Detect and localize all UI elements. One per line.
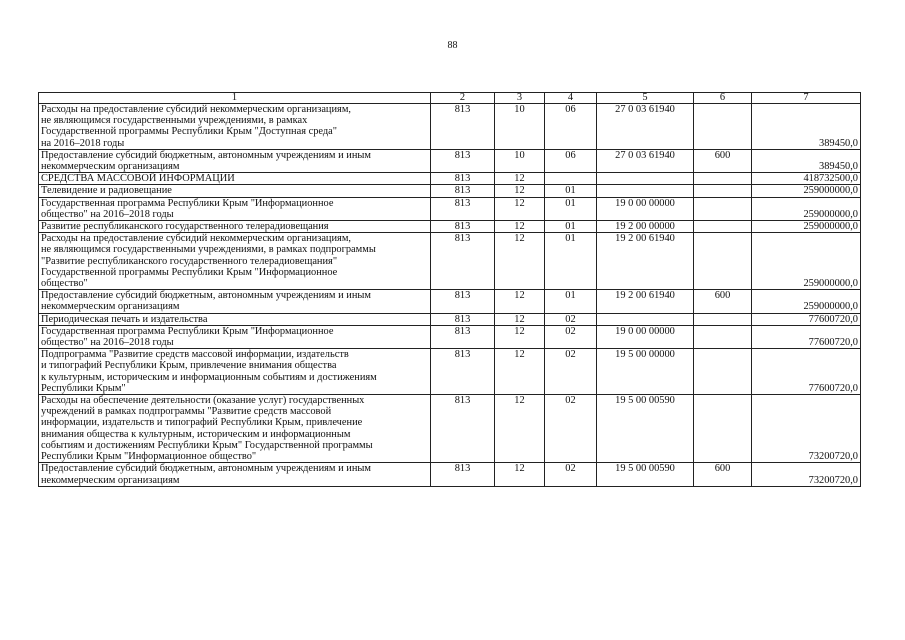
cell-name: Государственная программа Республики Крым "Информационное общество" на 2016–2018 годы: [39, 197, 431, 220]
cell-department-code: 813: [431, 221, 495, 233]
cell-section: 12: [495, 173, 545, 185]
cell-target-article: 19 2 00 00000: [597, 221, 694, 233]
table-row: [39, 173, 861, 185]
table-row: [39, 185, 861, 197]
table-row: [39, 290, 861, 313]
cell-name: Подпрограмма "Развитие средств массовой информации, издательств и типографий Республики Крым, привлечение внимания общества к культурным, историческим и информационным событиям и достижениям Республики Крым": [39, 349, 431, 395]
cell-expense-type: [694, 173, 752, 185]
cell-subsection: 01: [545, 290, 597, 313]
cell-amount: 77600720,0: [752, 349, 861, 395]
cell-subsection: 02: [545, 395, 597, 463]
table-row: [39, 233, 861, 290]
cell-section: 12: [495, 395, 545, 463]
column-header: 1: [39, 93, 431, 104]
table-row: [39, 325, 861, 348]
table-row: [39, 221, 861, 233]
cell-section: 12: [495, 463, 545, 486]
cell-expense-type: [694, 395, 752, 463]
table-header-row: [39, 93, 861, 104]
table-row: [39, 197, 861, 220]
cell-expense-type: [694, 197, 752, 220]
cell-expense-type: 600: [694, 463, 752, 486]
cell-subsection: 02: [545, 325, 597, 348]
table-row: [39, 313, 861, 325]
cell-amount: 77600720,0: [752, 325, 861, 348]
cell-expense-type: [694, 221, 752, 233]
cell-target-article: 19 0 00 00000: [597, 325, 694, 348]
cell-department-code: 813: [431, 313, 495, 325]
cell-name: Периодическая печать и издательства: [39, 313, 431, 325]
table-row: [39, 395, 861, 463]
cell-department-code: 813: [431, 463, 495, 486]
cell-target-article: 19 2 00 61940: [597, 290, 694, 313]
cell-target-article: 19 2 00 61940: [597, 233, 694, 290]
cell-section: 12: [495, 197, 545, 220]
cell-section: 12: [495, 185, 545, 197]
cell-department-code: 813: [431, 349, 495, 395]
cell-name: Расходы на обеспечение деятельности (оказание услуг) государственных учреждений в рамках подпрограммы "Развитие средств массовой информации, издательств и типографий Республики Крым, привлечение внимания общества к культурным, историческим и информационным событиям и достижениям Республики Крым" Государственной программы Республики Крым "Информационное общество": [39, 395, 431, 463]
cell-amount: 259000000,0: [752, 197, 861, 220]
cell-department-code: 813: [431, 395, 495, 463]
cell-section: 12: [495, 290, 545, 313]
cell-target-article: 19 5 00 00590: [597, 395, 694, 463]
cell-amount: 418732500,0: [752, 173, 861, 185]
cell-name: Расходы на предоставление субсидий некоммерческим организациям, не являющимся государственными учреждениями, в рамках Государственной программы Республики Крым "Доступная среда" на 2016–2018 годы: [39, 104, 431, 150]
cell-expense-type: [694, 104, 752, 150]
cell-target-article: [597, 185, 694, 197]
column-header: 3: [495, 93, 545, 104]
cell-section: 12: [495, 313, 545, 325]
cell-subsection: 01: [545, 197, 597, 220]
cell-name: Государственная программа Республики Крым "Информационное общество" на 2016–2018 годы: [39, 325, 431, 348]
cell-amount: 259000000,0: [752, 185, 861, 197]
cell-amount: 73200720,0: [752, 463, 861, 486]
cell-target-article: 19 5 00 00000: [597, 349, 694, 395]
cell-subsection: 01: [545, 221, 597, 233]
budget-table: [38, 92, 861, 487]
cell-subsection: 06: [545, 104, 597, 150]
cell-department-code: 813: [431, 149, 495, 172]
cell-expense-type: [694, 233, 752, 290]
table-row: [39, 463, 861, 486]
cell-name: СРЕДСТВА МАССОВОЙ ИНФОРМАЦИИ: [39, 173, 431, 185]
cell-subsection: 02: [545, 349, 597, 395]
cell-department-code: 813: [431, 185, 495, 197]
cell-name: Предоставление субсидий бюджетным, автономным учреждениям и иным некоммерческим организациям: [39, 149, 431, 172]
cell-target-article: [597, 173, 694, 185]
cell-department-code: 813: [431, 173, 495, 185]
cell-expense-type: [694, 313, 752, 325]
cell-subsection: 01: [545, 185, 597, 197]
cell-target-article: [597, 313, 694, 325]
cell-subsection: 02: [545, 463, 597, 486]
cell-department-code: 813: [431, 325, 495, 348]
column-header: 2: [431, 93, 495, 104]
cell-amount: 77600720,0: [752, 313, 861, 325]
table-row: [39, 349, 861, 395]
cell-amount: 259000000,0: [752, 233, 861, 290]
cell-amount: 389450,0: [752, 104, 861, 150]
cell-expense-type: [694, 185, 752, 197]
cell-department-code: 813: [431, 104, 495, 150]
cell-expense-type: 600: [694, 149, 752, 172]
cell-subsection: 02: [545, 313, 597, 325]
cell-section: 12: [495, 325, 545, 348]
cell-subsection: 06: [545, 149, 597, 172]
cell-target-article: 19 5 00 00590: [597, 463, 694, 486]
cell-expense-type: 600: [694, 290, 752, 313]
cell-name: Предоставление субсидий бюджетным, автономным учреждениям и иным некоммерческим организациям: [39, 290, 431, 313]
cell-name: Предоставление субсидий бюджетным, автономным учреждениям и иным некоммерческим организациям: [39, 463, 431, 486]
column-header: 6: [694, 93, 752, 104]
page-number: 88: [447, 40, 458, 51]
cell-target-article: 27 0 03 61940: [597, 104, 694, 150]
cell-department-code: 813: [431, 197, 495, 220]
table-row: [39, 104, 861, 150]
cell-section: 10: [495, 104, 545, 150]
column-header: 5: [597, 93, 694, 104]
cell-expense-type: [694, 349, 752, 395]
cell-section: 12: [495, 349, 545, 395]
cell-department-code: 813: [431, 233, 495, 290]
cell-name: Телевидение и радиовещание: [39, 185, 431, 197]
column-header: 7: [752, 93, 861, 104]
cell-expense-type: [694, 325, 752, 348]
cell-name: Расходы на предоставление субсидий некоммерческим организациям, не являющимся государственными учреждениями, в рамках подпрограммы "Развитие республиканского государственного телерадиовещания" Государственной программы Республики Крым "Информационное общество": [39, 233, 431, 290]
cell-target-article: 19 0 00 00000: [597, 197, 694, 220]
cell-target-article: 27 0 03 61940: [597, 149, 694, 172]
column-header: 4: [545, 93, 597, 104]
cell-section: 12: [495, 233, 545, 290]
cell-amount: 389450,0: [752, 149, 861, 172]
cell-department-code: 813: [431, 290, 495, 313]
cell-section: 10: [495, 149, 545, 172]
cell-amount: 259000000,0: [752, 290, 861, 313]
cell-subsection: 01: [545, 233, 597, 290]
table-row: [39, 149, 861, 172]
cell-section: 12: [495, 221, 545, 233]
table-body: [39, 104, 861, 487]
cell-name: Развитие республиканского государственного телерадиовещания: [39, 221, 431, 233]
cell-amount: 259000000,0: [752, 221, 861, 233]
cell-amount: 73200720,0: [752, 395, 861, 463]
cell-subsection: [545, 173, 597, 185]
